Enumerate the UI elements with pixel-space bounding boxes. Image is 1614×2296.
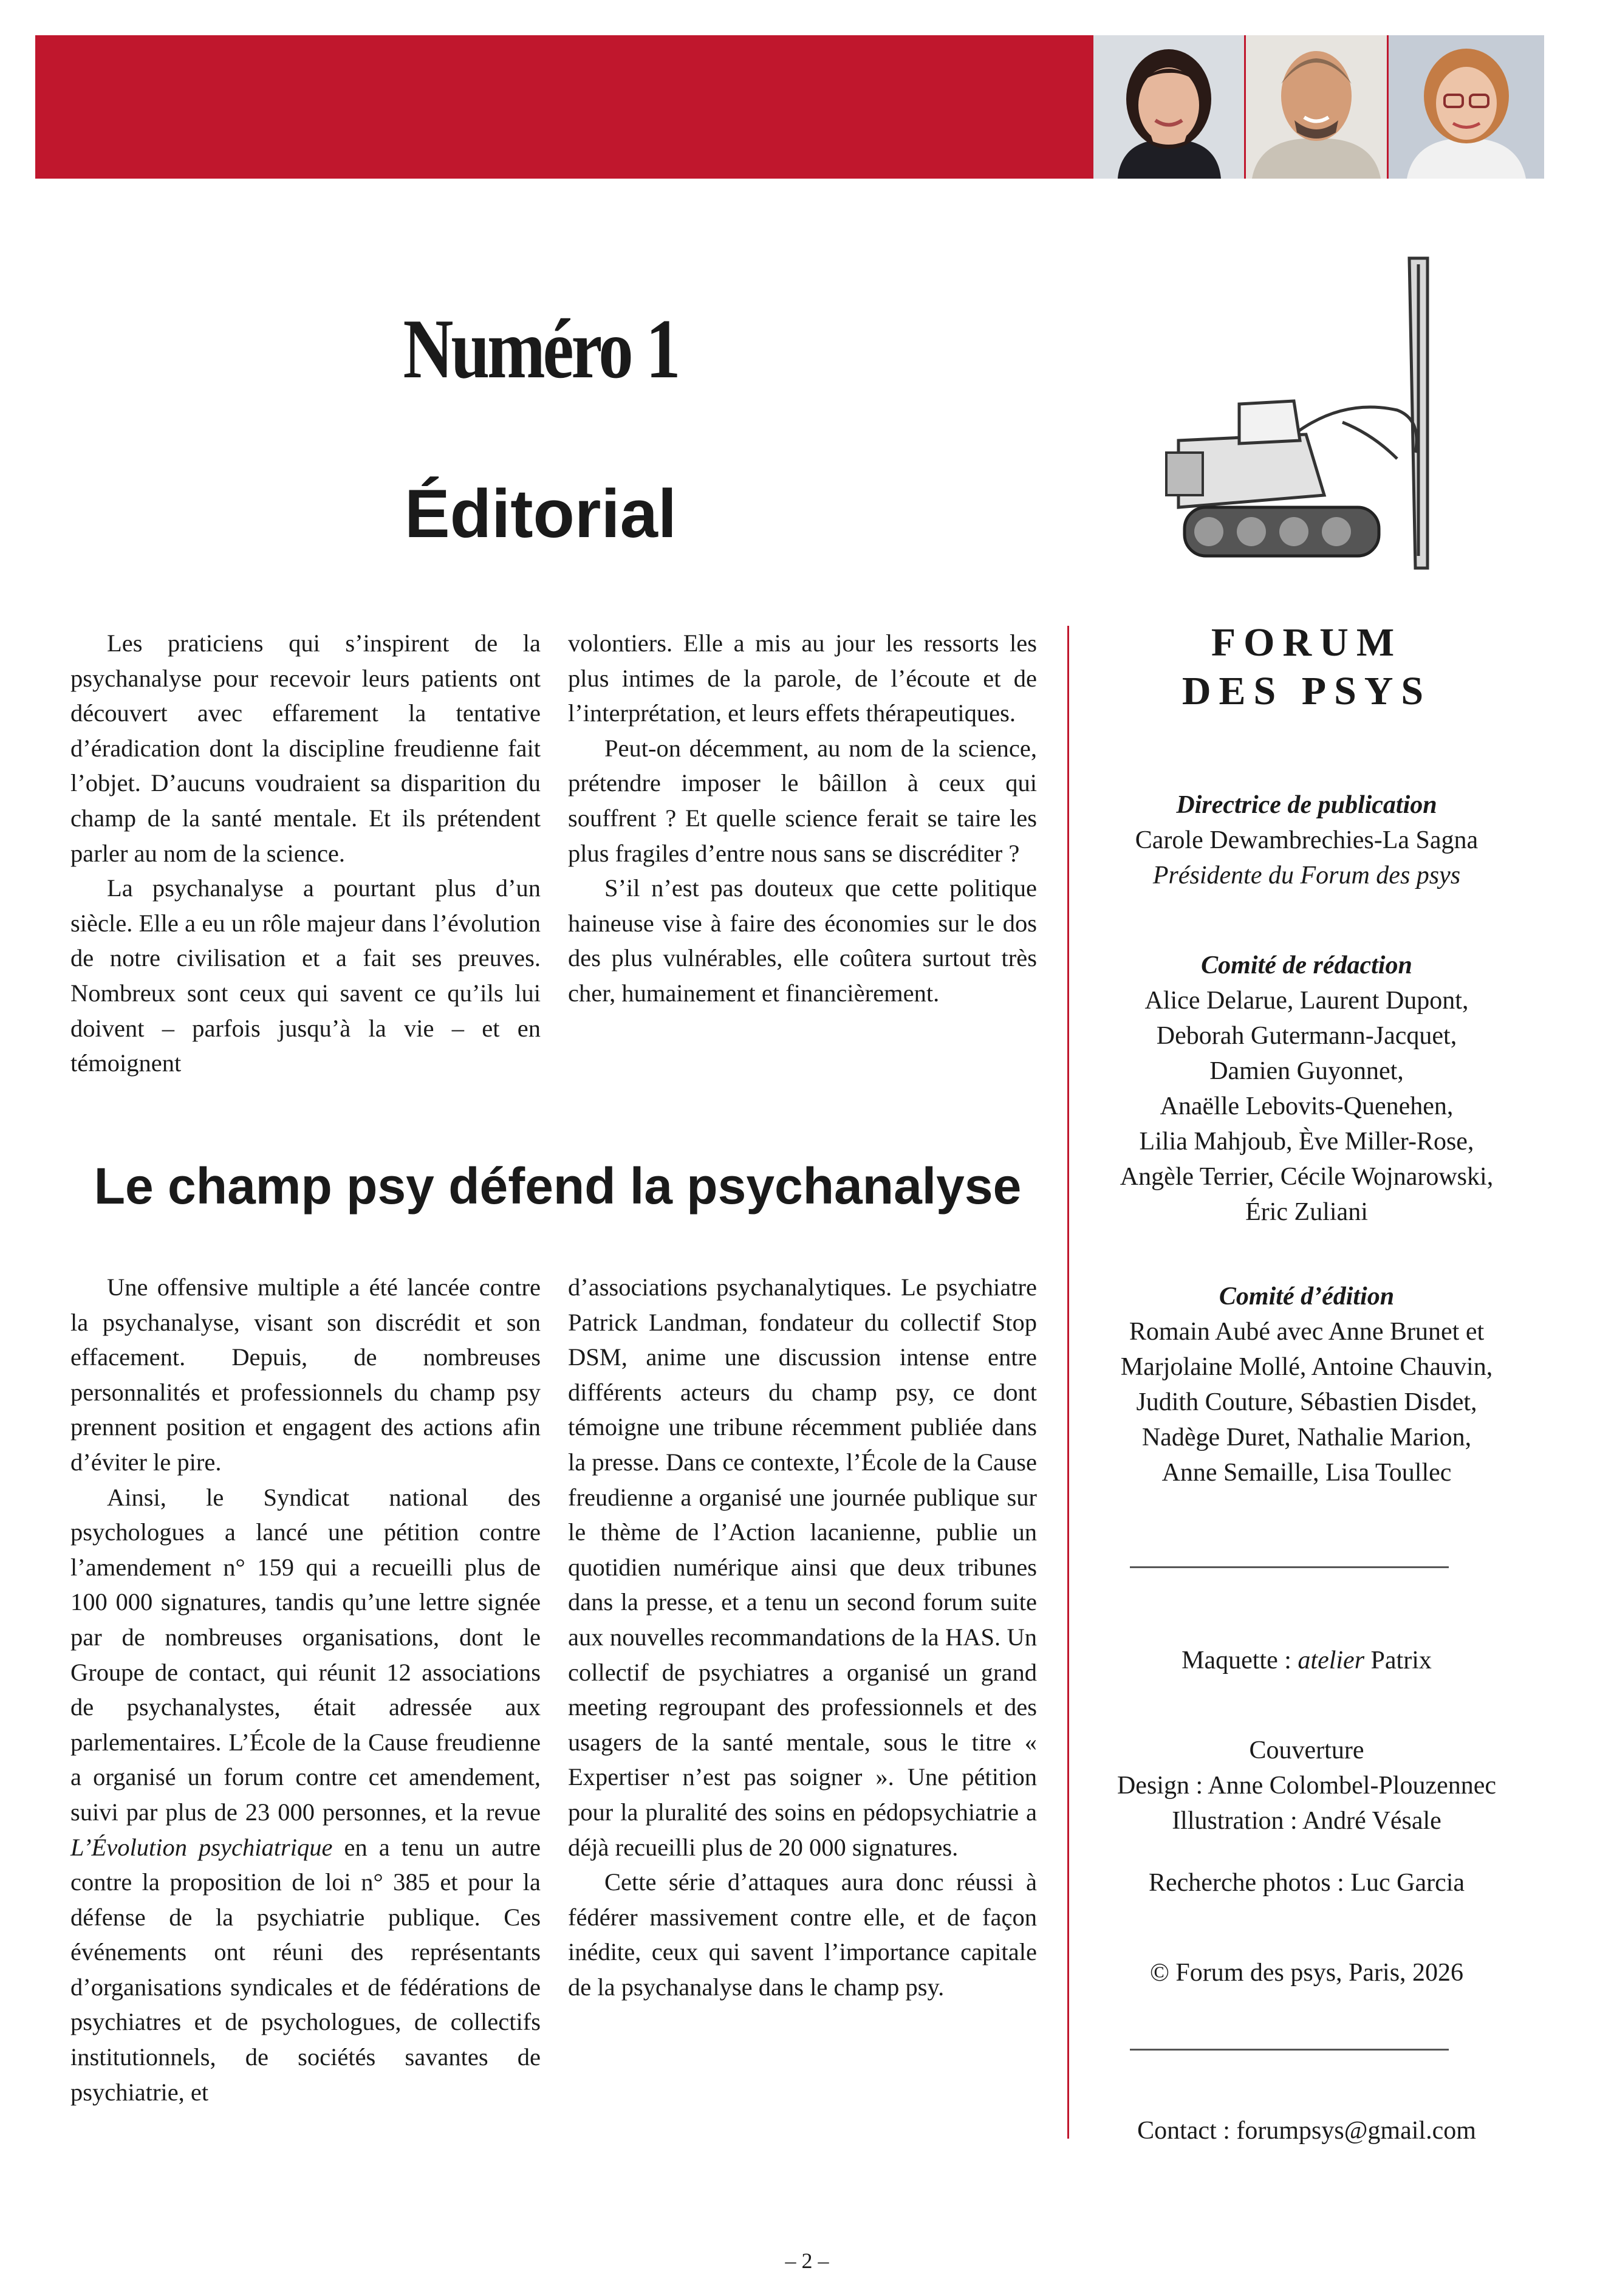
committee-line: Éric Zuliani xyxy=(1245,1198,1368,1226)
editorial-column-2 xyxy=(568,626,1037,1011)
paragraph: S’il n’est pas douteux que cette politique haineuse vise à faire des économies sur le dos des plus vulnérables, elle coûtera surtout très cher, humainement et financièrement. xyxy=(568,874,1037,1007)
article-title: Le champ psy défend la psychanalyse xyxy=(94,1157,1022,1215)
committee-line: Damien Guyonnet, xyxy=(1209,1057,1404,1085)
portrait-man-icon xyxy=(1246,35,1387,179)
paragraph: La psychanalyse a pourtant plus d’un siècle. Elle a eu un rôle majeur dans l’évolution de notre civilisation et a fait ses preuves. Nombreux sont ceux qui savent ce qu’ils lui doivent – parfois jusqu’à la vie – et en témoignent xyxy=(70,874,541,1077)
edition-committee xyxy=(1069,1279,1544,1490)
committee-line: Anne Semaille, Lisa Toullec xyxy=(1161,1459,1452,1487)
director-name: Carole Dewambrechies-La Sagna xyxy=(1135,826,1479,854)
article-column-2 xyxy=(568,1270,1037,2004)
photo-research: Recherche photos : Luc Garcia xyxy=(1148,1869,1465,1897)
editorial-column-1 xyxy=(70,626,541,1081)
paragraph xyxy=(70,1480,541,2110)
section-heading: Comité d’édition xyxy=(1219,1283,1395,1311)
committee-line: Romain Aubé avec Anne Brunet et xyxy=(1129,1318,1485,1346)
paragraph: Une offensive multiple a été lancée contre la psychanalyse, visant son discrédit et son effacement. Depuis, de nombreuses personnalités et professionnels du champ psy prennent position et engagent des actions afin d’éviter le pire. xyxy=(70,1273,541,1476)
committee-line: Lilia Mahjoub, Ève Miller-Rose, xyxy=(1139,1128,1474,1156)
committee-line: Deborah Gutermann-Jacquet, xyxy=(1156,1022,1457,1050)
credit-name: Patrix xyxy=(1370,1647,1432,1674)
issue-title: Numéro 1 xyxy=(403,302,679,396)
committee-line: Judith Couture, Sébastien Disdet, xyxy=(1136,1388,1477,1416)
brand-name xyxy=(1069,619,1544,716)
cover-heading: Couverture xyxy=(1249,1736,1364,1764)
paragraph: Cette série d’attaques aura donc réussi à fédérer massivement contre elle, et de façon inédite, ceux qui savent l’importance capitale de la psychanalyse dans le champ psy. xyxy=(568,1868,1037,2001)
brand-line: FORUM xyxy=(1211,620,1403,665)
committee-line: Nadège Duret, Nathalie Marion, xyxy=(1141,1424,1472,1451)
committee-line: Alice Delarue, Laurent Dupont, xyxy=(1144,987,1469,1015)
journal-title: L’Évolution psychiatrique xyxy=(70,1833,333,1861)
paragraph: volontiers. Elle a mis au jour les ressorts les plus intimes de la parole, de l’écoute et de l’interprétation, et leurs effets thérapeutiques. xyxy=(568,629,1037,727)
brand-line: DES PSYS xyxy=(1181,669,1432,713)
paragraph: d’associations psychanalytiques. Le psychiatre Patrick Landman, fondateur du collectif Stop DSM, anime une discussion intense entre différents acteurs du champ psy, ce dont témoigne une tribune récemment publiée dans la presse. Dans ce contexte, l’École de la Cause freudienne a organisé une journée publique sur le thème de l’Action lacanienne, publie un quotidien numérique ainsi que deux tribunes dans la presse, et a tenu un second forum suite aux nouvelles recommandations de la HAS. Un collectif de psychiatres a organisé un grand meeting regroupant des professionnels et des usagers de la santé mentale, sous le titre « Expertiser n’est pas soigner ». Une pétition pour la pluralité des soins en pédopsychiatrie a déjà recueilli plus de 20 000 signatures. xyxy=(568,1273,1037,1861)
article-column-1 xyxy=(70,1270,541,2109)
committee-line: Angèle Terrier, Cécile Wojnarowski, xyxy=(1120,1163,1494,1191)
paragraph: Peut-on décemment, au nom de la science, prétendre imposer le bâillon à ceux qui souffrent ? Et quelle science ferait se taire les plus fragiles d’entre nous sans se discréditer ? xyxy=(568,734,1037,867)
section-heading: Directrice de publication xyxy=(1176,791,1437,819)
divider xyxy=(1130,1566,1449,1568)
contact: Contact : forumpsys@gmail.com xyxy=(1137,2117,1476,2145)
committee-line: Marjolaine Mollé, Antoine Chauvin, xyxy=(1120,1353,1493,1381)
editorial-title: Éditorial xyxy=(404,476,677,552)
cover-credit xyxy=(1069,1733,1544,1839)
portrait-woman-dark-hair-icon xyxy=(1093,35,1244,179)
credit-label: Maquette : xyxy=(1181,1647,1291,1674)
maquette-credit xyxy=(1069,1643,1544,1678)
paragraph-text: Ainsi, le Syndicat national des psychologues a lancé une pétition contre l’amendement n° 159 qui a recueilli plus de 100 000 signatures, tandis qu’une lettre signée par de nombreuses organisations, dont le Groupe de contact, qui réunit 12 associations de psychanalystes, était adressée aux parlementaires. L’École de la Cause freudienne a organisé un forum contre cet amendement, suivi par plus de 23 000 personnes, et la revue xyxy=(70,1483,541,1826)
section-heading: Comité de rédaction xyxy=(1201,951,1412,979)
paragraph-text: en a tenu un autre contre la proposition de loi n° 385 et pour la défense de la psychiatrie publique. Ces événements ont réuni des représentants d’organisations syndicales et de fédérations de psychiatres et de psychologues, de collectifs institutionnels, de sociétés savantes de psychiatrie, et xyxy=(70,1833,541,2106)
committee-line: Anaëlle Lebovits-Quenehen, xyxy=(1160,1092,1454,1120)
cover-illustration: Illustration : André Vésale xyxy=(1172,1807,1441,1835)
paragraph: Les praticiens qui s’inspirent de la psychanalyse pour recevoir leurs patients ont découvert avec effarement la tentative d’éradication dont la discipline freudienne fait l’objet. D’aucuns voudraient sa disparition du champ de la santé mentale. Et ils prétendent parler au nom de la science. xyxy=(70,629,541,867)
page-number: – 2 – xyxy=(785,2249,829,2273)
copyright: © Forum des psys, Paris, 2026 xyxy=(1149,1959,1464,1987)
divider xyxy=(1130,2049,1449,2051)
redaction-committee xyxy=(1069,948,1544,1230)
publication-director xyxy=(1069,787,1544,893)
drilling-rig-icon xyxy=(1142,252,1506,580)
portrait-woman-glasses-icon xyxy=(1389,35,1544,179)
director-role: Présidente du Forum des psys xyxy=(1152,862,1461,889)
cover-design: Design : Anne Colombel-Plouzennec xyxy=(1116,1772,1497,1800)
credit-atelier: atelier xyxy=(1298,1647,1365,1674)
